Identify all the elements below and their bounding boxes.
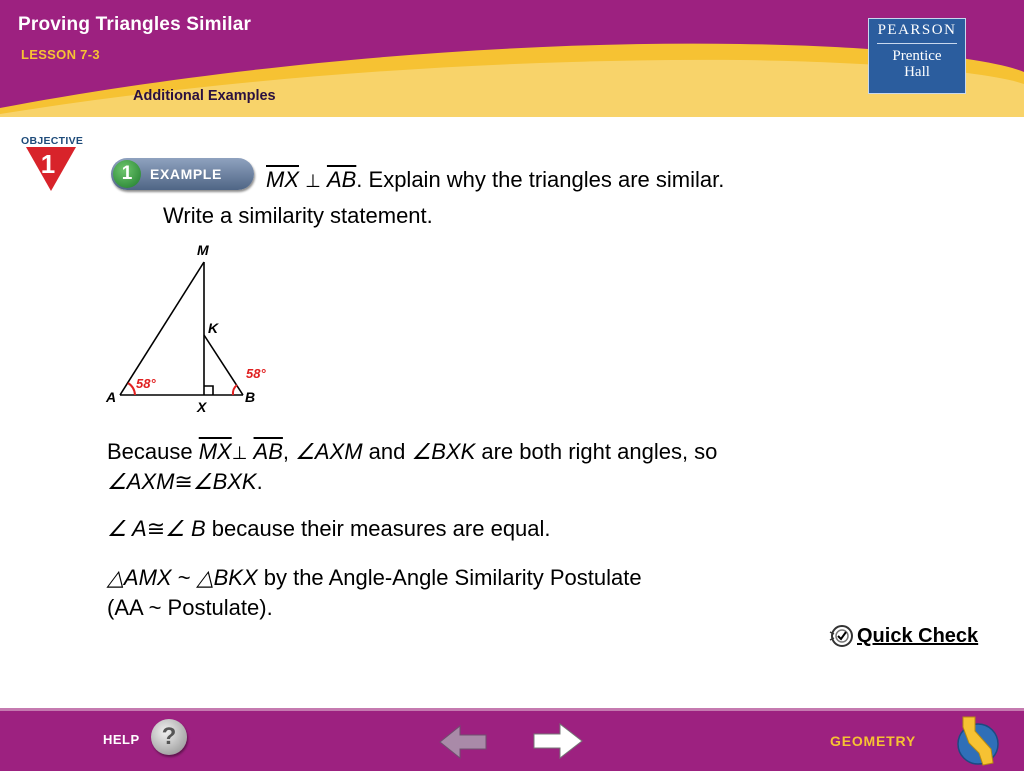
solution-line-4: △AMX ~ △BKX by the Angle-Angle Similarity Postulate bbox=[107, 565, 642, 590]
quick-check-link[interactable]: Quick Check bbox=[857, 625, 979, 647]
angle-b-arc bbox=[233, 385, 237, 395]
example-number: 1 bbox=[113, 160, 141, 188]
problem-instruction: Write a similarity statement. bbox=[163, 203, 433, 228]
segment-ab: $\overline{AB}$ bbox=[326, 167, 357, 192]
segment-mx: $\overline{MX}$ bbox=[266, 167, 299, 192]
angle-b-measure: 58° bbox=[246, 366, 266, 381]
label-x: X bbox=[197, 399, 207, 415]
problem-statement bbox=[266, 167, 724, 194]
segment-am bbox=[120, 262, 204, 395]
problem-text: . Explain why the triangles are similar. bbox=[356, 167, 725, 192]
logo-brand: PEARSON bbox=[877, 22, 957, 38]
previous-arrow-icon[interactable] bbox=[438, 724, 490, 760]
section-title: Additional Examples bbox=[133, 88, 276, 104]
example-label: EXAMPLE bbox=[150, 166, 222, 182]
perpendicular-symbol: ⊥ bbox=[305, 171, 321, 191]
label-k: K bbox=[208, 320, 219, 336]
label-m: M bbox=[197, 242, 209, 258]
state-map-icon bbox=[953, 713, 1003, 768]
solution-line-2: ∠AXM≅∠BXK. bbox=[107, 469, 263, 494]
solution-line-1: Because $\overline{MX}\perp$ $\overline{AB}$, ∠AXM and ∠BXK are both right angles, so bbox=[107, 439, 718, 464]
solution-line-5: (AA ~ Postulate). bbox=[107, 595, 273, 620]
lesson-number: LESSON 7-3 bbox=[21, 47, 100, 62]
triangle-figure bbox=[100, 238, 290, 418]
next-arrow-icon[interactable] bbox=[532, 722, 584, 760]
objective-number: 1 bbox=[40, 149, 56, 179]
angle-a-arc bbox=[128, 383, 135, 395]
publisher-logo bbox=[868, 18, 966, 94]
objective-label: OBJECTIVE bbox=[21, 135, 84, 147]
lesson-title: Proving Triangles Similar bbox=[18, 14, 252, 35]
label-b: B bbox=[245, 389, 256, 405]
quick-check-icon[interactable] bbox=[828, 622, 854, 650]
logo-imprint: Prentice Hall bbox=[892, 48, 942, 80]
subject-label: GEOMETRY bbox=[830, 733, 916, 749]
label-a: A bbox=[106, 389, 117, 405]
help-button[interactable]: ? bbox=[151, 719, 187, 755]
help-label: HELP bbox=[103, 732, 140, 747]
right-angle-mark bbox=[204, 386, 213, 395]
solution-line-3: ∠ A≅∠ B because their measures are equal. bbox=[107, 516, 551, 541]
angle-a-measure: 58° bbox=[136, 376, 156, 391]
